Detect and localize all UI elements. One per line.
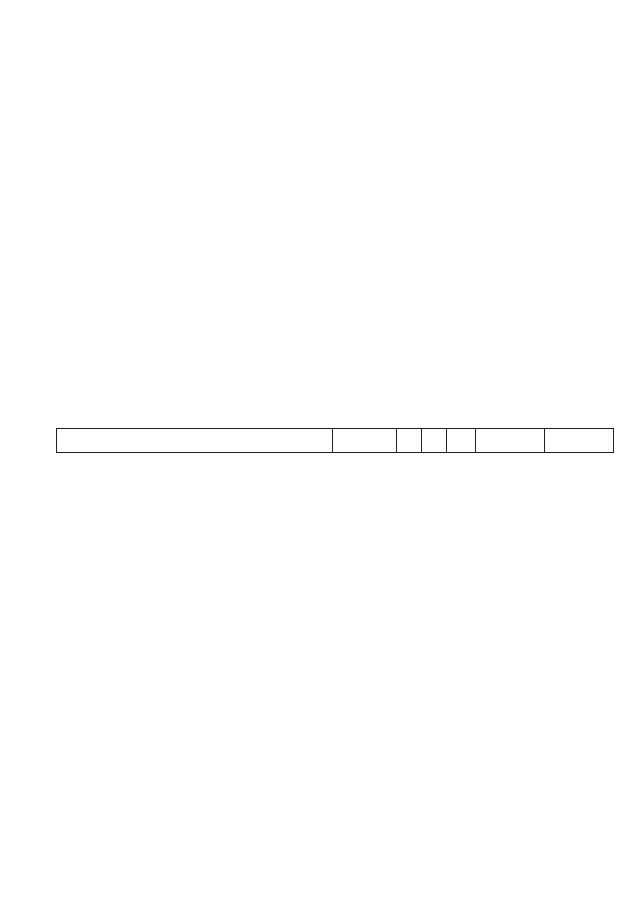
table-header-row	[57, 429, 614, 453]
header-csr	[333, 429, 397, 453]
header-sum-2022	[545, 429, 614, 453]
header-name	[57, 429, 333, 453]
header-vr	[397, 429, 422, 453]
header-pr	[447, 429, 476, 453]
header-sum-2021	[476, 429, 545, 453]
header-rz	[422, 429, 447, 453]
allocation-table	[56, 428, 614, 453]
